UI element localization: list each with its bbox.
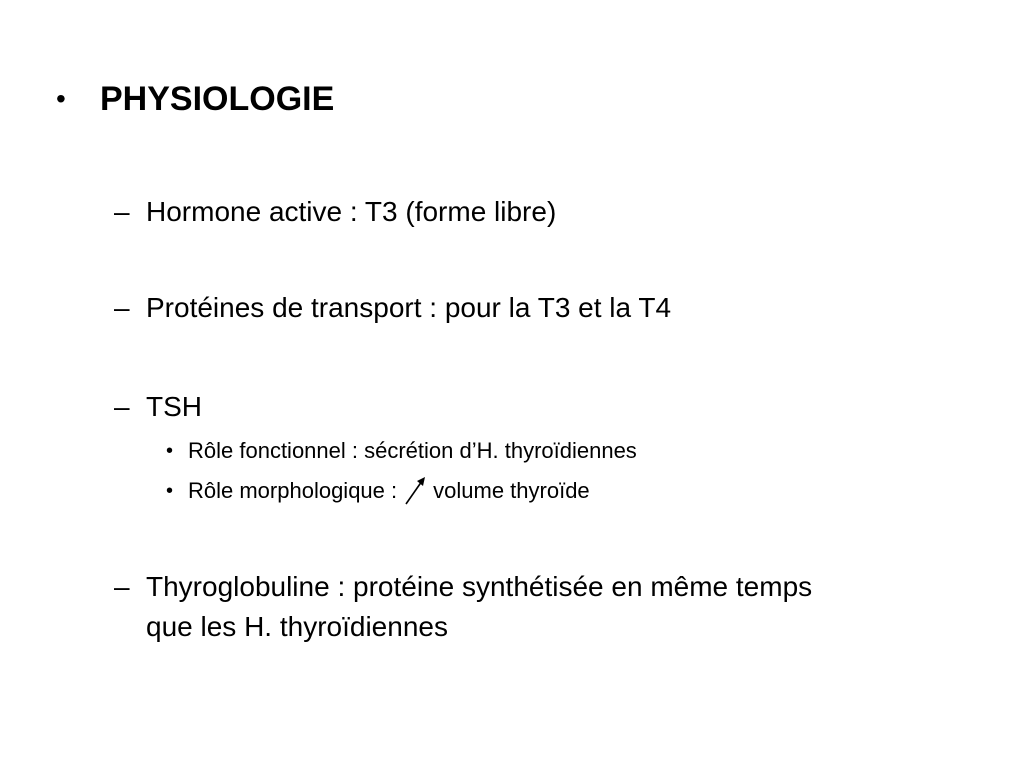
list-item-tsh <box>114 387 994 427</box>
item-text: Thyroglobuline : protéine synthétisée en même temps que les H. thyroïdiennes <box>146 571 813 642</box>
sub-item-role-fonctionnel <box>166 436 637 466</box>
sub-bullet: • <box>166 480 174 502</box>
list-item-thyroglobuline <box>114 567 994 647</box>
sub-item-text: Rôle fonctionnel : sécrétion d’H. thyroïdiennes <box>188 438 637 463</box>
title-bullet: • <box>56 83 66 114</box>
item-text: Protéines de transport : pour la T3 et la T4 <box>146 292 672 323</box>
dash-marker: – <box>114 391 130 422</box>
item-text: Hormone active : T3 (forme libre) <box>146 196 557 227</box>
sub-item-suffix: volume thyroïde <box>433 478 590 503</box>
list-item-hormone <box>114 192 994 232</box>
up-right-arrow-icon <box>403 476 429 506</box>
dash-marker: – <box>114 571 130 602</box>
item-text: TSH <box>146 391 202 422</box>
sub-bullet: • <box>166 440 174 462</box>
dash-marker: – <box>114 196 130 227</box>
list-item-proteines <box>114 288 994 328</box>
dash-marker: – <box>114 292 130 323</box>
slide-title: PHYSIOLOGIE <box>100 80 335 118</box>
sub-item-role-morphologique <box>166 476 590 506</box>
sub-item-text <box>188 476 590 506</box>
sub-item-prefix: Rôle morphologique : <box>188 478 398 503</box>
title-row <box>56 76 334 122</box>
